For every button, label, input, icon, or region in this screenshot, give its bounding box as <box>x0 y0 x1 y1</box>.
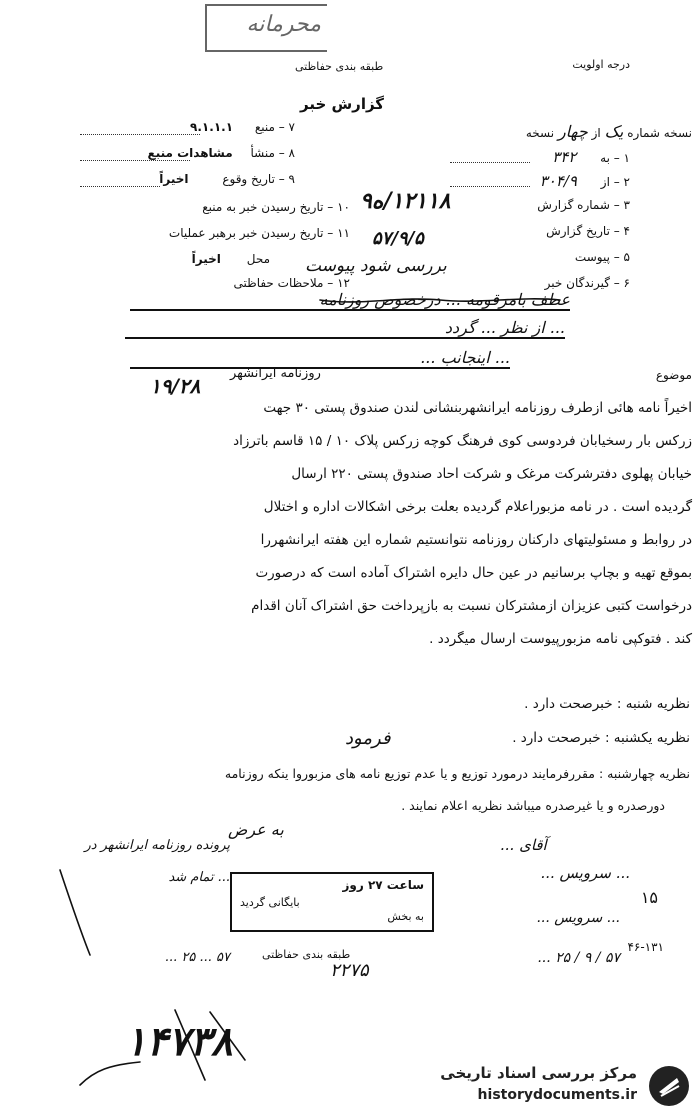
body-line: گردیده است . در نامه مزبوراعلام گردیده بعلت برخی اشکالات اداره و اختلال <box>263 499 692 515</box>
body-line: خیابان پهلوی دفترشرکت مرغک و شرکت احاد صندوق پستی ۲۲۰ ارسال <box>291 466 692 482</box>
body-line: کند . فتوکپی نامه مزبورپیوست ارسال میگردد . <box>429 631 692 647</box>
place-label: محل <box>246 252 270 266</box>
side-number: ۱۵ <box>640 888 658 907</box>
margin-note: فرمود <box>345 728 391 749</box>
top-stamp-text: محرمانه <box>246 12 321 37</box>
field-10-label: ۱۰ – تاریخ رسیدن خبر به منبع <box>202 200 350 214</box>
ref-number: ۴۶-۱۳۱ <box>627 940 664 954</box>
right-note-1: آقای ... <box>500 836 547 854</box>
subject-label: موضوع <box>655 368 692 382</box>
watermark <box>410 1062 695 1110</box>
field-3-label: ۳ – شماره گزارش <box>537 198 630 212</box>
footer-classification: طبقه بندی حفاظتی <box>262 948 351 961</box>
field-4-value: ۵۷/۹/۵ <box>372 228 424 249</box>
copy-count: چهار <box>557 122 588 141</box>
bottom-number: ۱۴۷۳۸ <box>125 1018 233 1065</box>
priority-label: درجه اولویت <box>572 58 630 71</box>
field-1-value: ۳۴۲ <box>552 148 577 166</box>
field-7-value: ۹.۱.۱.۱ <box>190 120 234 134</box>
footer-number: ۲۲۷۵ <box>330 960 369 981</box>
field-5-label: ۵ – پیوست <box>574 250 630 264</box>
place-value: اخیراً <box>191 252 221 266</box>
handwritten-ref: ۱۹/۲۸ <box>150 374 201 398</box>
copy-value: یک <box>604 122 624 141</box>
left-note-2: ... تمام شد <box>168 870 230 885</box>
page-title: گزارش خبر <box>300 95 385 113</box>
sign-note: به عرض <box>228 820 284 839</box>
handwritten-line-2: ... از نظر ... گردد <box>125 318 565 339</box>
watermark-name: مرکز بررسی اسناد تاریخی <box>440 1064 637 1082</box>
stamp-line-2: بایگانی گردید <box>240 896 300 909</box>
field-9-value: اخیراً <box>159 172 189 186</box>
field-2-label: ۲ – از <box>600 175 630 189</box>
copy-label: نسخه شماره <box>627 126 692 140</box>
note-wednesday-cont: دورصدره و یا غیرصدره میباشد نظریه اعلام نمایند . <box>401 798 665 813</box>
field-3-value: ۱۲۱۱۸/ه۹ <box>360 188 451 214</box>
body-line: درخواست کتبی عزیزان ازمشترکان نسبت به بازپرداخت حق اشتراک آنان اقدام <box>251 598 692 614</box>
body-line: در روابط و مسئولیتهای دارکنان روزنامه نتوانستیم شماره این هفته ایرانشهررا <box>260 532 692 548</box>
right-note-3: ... سرویس ... <box>536 910 620 926</box>
stamp-line-3: به بخش <box>387 910 424 923</box>
field-6-label: ۶ – گیرندگان خبر <box>544 276 630 290</box>
classification-label: طبقه بندی حفاظتی <box>295 60 384 73</box>
right-note-2: ... سرویس ... <box>540 864 630 882</box>
left-note-3: ... ۲۵ ... ۵۷ <box>164 950 230 965</box>
field-8-value: مشاهدات منبع <box>147 146 233 160</box>
field-4-label: ۴ – تاریخ گزارش <box>546 224 630 238</box>
body-line: زرکس بار رسخیابان فردوسی کوی فرهنگ کوچه زرکس پلاک ۱۰ / ۱۵ قاسم باترزاد <box>233 433 692 449</box>
note-wednesday: نظریه چهارشنبه : مقررفرمایند درمورد توزیع و یا عدم توزیع نامه های مزبوروا ینکه روزنامه <box>224 766 690 781</box>
field-2-value: ۳۰۴/۹ <box>539 172 577 190</box>
copy-of: از <box>591 126 601 140</box>
subject-value: روزنامه ایرانشهر <box>230 366 321 381</box>
archive-logo <box>649 1066 689 1106</box>
field-9-label: ۹ – تاریخ وقوع <box>222 172 295 186</box>
field-12-label: ۱۲ – ملاحظات حفاظتی <box>233 276 350 290</box>
field-8-label: ۸ – منشأ <box>250 146 295 160</box>
note-sunday: نظریه یکشنبه : خبرصحت دارد . <box>512 730 690 746</box>
field-1-label: ۱ – به <box>600 151 630 165</box>
right-note-4: ... ۲۵ / ۹ / ۵۷ <box>537 950 620 966</box>
copy-suffix: نسخه <box>525 126 555 140</box>
handwritten-line-3: ... اینجانب ... <box>130 348 510 369</box>
note-saturday: نظریه شنبه : خبرصحت دارد . <box>524 696 690 712</box>
field-7-label: ۷ – منبع <box>254 120 295 134</box>
body-line: بموقع تهیه و بچاپ برسانیم در عین حال دایره اشتراک آماده است که درصورت <box>255 565 692 581</box>
field-11-label: ۱۱ – تاریخ رسیدن خبر برهبر عملیات <box>168 226 350 240</box>
left-note-1: پرونده روزنامه ایرانشهر در <box>84 838 230 853</box>
watermark-url: historydocuments.ir <box>477 1087 637 1103</box>
recipients-note: بررسی شود پیوست <box>305 256 447 276</box>
body-line: اخیراً نامه هائی ازطرف روزنامه ایرانشهربنشانی لندن صندوق پستی ۳۰ جهت <box>263 400 692 416</box>
handwritten-line-1: عطف بامرقومه ... درخصوص روزنامه <box>130 290 570 311</box>
stamp-line-1: ساعت ۲۷ روز <box>342 878 424 892</box>
